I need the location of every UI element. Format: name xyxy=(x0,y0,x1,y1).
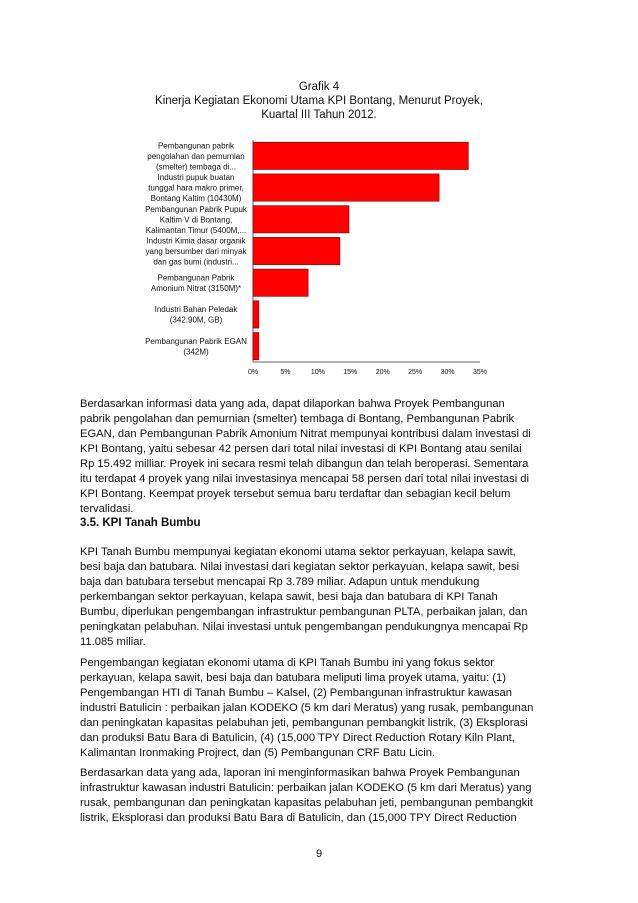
text-line: peningkatan pelabuhan. Nilai investasi untuk pengembangan pendukungnya mencapai Rp xyxy=(80,621,528,633)
bar-chart xyxy=(0,0,638,400)
category-label xyxy=(145,205,248,235)
text-line: 11.085 miliar. xyxy=(80,636,146,648)
category-label-line: Pembangunan Pabrik EGAN xyxy=(145,336,247,346)
category-label-line: tunggal hara makro primer, xyxy=(148,183,244,193)
text-line: KPI Tanah Bumbu mempunyai kegiatan ekonomi utama sektor perkayuan, kelapa sawit, xyxy=(80,546,516,558)
text-line: Pengembangan HTI di Tanah Bumbu – Kalsel, (2) Pembangunan infrastruktur kawasan xyxy=(80,687,513,699)
category-label-line: (smelter) tembaga di... xyxy=(155,162,237,172)
paragraph xyxy=(80,766,560,826)
category-label-line: Pembangunan pabrik xyxy=(157,141,235,151)
text-line: Bumbu, diperlukan pengembangan infrastruktur pembangunan PLTA, perbaikan jalan, dan xyxy=(80,606,528,618)
category-label-line: (342M) xyxy=(183,347,209,357)
text-line: listrik, Eksplorasi dan produksi Batu Bara di Batulicin, dan (15,000 TPY Direct Reduction xyxy=(80,812,517,824)
text-line: infrastruktur kawasan industri Batulicin: perbaikan jalan KODEKO (5 km dari Meratus) yang xyxy=(80,782,532,794)
section-heading: 3.5. KPI Tanah Bumbu xyxy=(80,517,201,529)
bar xyxy=(253,301,259,328)
bar xyxy=(253,142,468,169)
x-tick-label: 10% xyxy=(310,369,325,376)
text-line: Rp 15.492 milliar. Proyek ini secara resmi telah dibangun dan telah beroperasi. Sementara xyxy=(80,458,529,470)
category-label-line: (342.90M, GB) xyxy=(169,315,223,325)
category-label-line: Industri Bahan Peledak xyxy=(154,305,238,315)
bar xyxy=(253,237,340,264)
category-label xyxy=(145,337,247,357)
category-label xyxy=(146,237,248,267)
text-line: besi baja dan batubara. Nilai investasi dari kegiatan sektor perkayuan, kelapa sawit, besi xyxy=(80,561,520,573)
text-line: dan peningkatan kapasitas pelabuhan jeti, pembangunan pembangkit listrik, (3) Eksplorasi xyxy=(80,717,528,729)
paragraph xyxy=(80,397,560,517)
chart-title-line: Grafik 4 xyxy=(298,81,340,93)
category-label-line: yang bersumber dari minyak xyxy=(145,247,247,256)
text-line: tervalidasi. xyxy=(80,503,134,515)
text-line: perkembangan sektor perkayuan, kelapa sawit, besi baja dan batubara di KPI Tanah xyxy=(80,591,498,603)
bar xyxy=(253,269,308,296)
x-tick-label: 5% xyxy=(280,369,291,376)
text-line: Berdasarkan data yang ada, laporan ini menginformasikan bahwa Proyek Pembangunan xyxy=(80,767,520,779)
bar xyxy=(253,174,439,201)
category-label-line: Kalimantan Timur (5400M,... xyxy=(145,225,247,235)
text-line: industri Batulicin : perbaikan jalan KODEKO (5 km dari Meratus) yang rusak, pembangunan xyxy=(80,702,534,714)
chart-title-line: Kinerja Kegiatan Ekonomi Utama KPI Bontang, Menurut Proyek, xyxy=(155,95,483,107)
text-line: KPI Bontang, yaitu sebesar 42 persen dari total nilai investasi di KPI Bontang atau senilai xyxy=(80,443,522,455)
text-line: KPI Bontang. Keempat proyek tersebut semua baru terdaftar dan sebagian kecil belum xyxy=(80,488,511,500)
text-line: EGAN, dan Pembangunan Pabrik Amonium Nitrat mempunyai kontribusi dalam investasi di xyxy=(80,428,531,440)
text-line: baja dan batubara tersebut mencapai Rp 3.789 miliar. Adapun untuk mendukung xyxy=(80,576,480,588)
text-line: rusak, pembangunan dan peningkatan kapasitas pelabuhan jeti, pembangunan pembangkit xyxy=(80,797,533,809)
category-label xyxy=(151,273,241,293)
bar xyxy=(253,206,349,233)
x-tick-label: 25% xyxy=(408,369,423,376)
text-line: Kalimantan Ironmaking Projrect, dan (5) Pembangunan CRF Batu Licin. xyxy=(80,747,436,759)
text-line: itu terdapat 4 proyek yang nilai investasinya mencapai 58 persen dari total nilai investasi di xyxy=(80,473,530,485)
category-label xyxy=(148,173,244,203)
category-label xyxy=(155,305,239,325)
x-tick-label: 35% xyxy=(472,369,488,376)
page-number: 9 xyxy=(315,848,323,860)
paragraph xyxy=(80,656,560,761)
text-line: Berdasarkan informasi data yang ada, dapat dilaporkan bahwa Proyek Pembangunan xyxy=(80,398,505,410)
category-label-line: Bontang Kaltim (10430M) xyxy=(150,194,242,204)
bar xyxy=(253,333,259,360)
category-label-line: dan gas bumi (industri... xyxy=(153,257,239,267)
category-label-line: Industri pupuk buatan xyxy=(157,173,235,183)
category-label-line: Amonium Nitrat (3150M)* xyxy=(150,283,242,293)
category-label-line: Pembangunan Pabrik xyxy=(157,273,235,283)
text-line: pabrik pengolahan dan pemurnian (smelter) tembaga di Bontang, Pembangunan Pabrik xyxy=(80,413,515,425)
x-tick-label: 0% xyxy=(247,369,259,376)
category-label-line: pengolahan dan pemurnian xyxy=(147,151,245,161)
category-label-line: Kaltim V di Bontang, xyxy=(159,215,233,225)
paragraph xyxy=(80,545,560,650)
chart-title-line: Kuartal III Tahun 2012. xyxy=(261,109,377,121)
x-tick-label: 20% xyxy=(375,369,390,376)
text-line: Pengembangan kegiatan ekonomi utama di KPI Tanah Bumbu ini yang fokus sektor xyxy=(80,657,494,669)
x-tick-label: 30% xyxy=(440,369,455,376)
category-label xyxy=(147,141,244,171)
category-label-line: Industri Kimia dasar organik xyxy=(146,236,246,246)
x-tick-label: 15% xyxy=(343,369,358,376)
text-line: perkayuan, kelapa sawit, besi baja dan batubara meliputi lima proyek utama, yaitu: (1) xyxy=(80,672,506,684)
category-label-line: Pembangunan Pabrik Pupuk xyxy=(145,204,247,214)
text-line: dan produksi Batu Bara di Batulicin, (4) (15,000 TPY Direct Reduction Rotary Kiln Plant, xyxy=(80,732,515,744)
